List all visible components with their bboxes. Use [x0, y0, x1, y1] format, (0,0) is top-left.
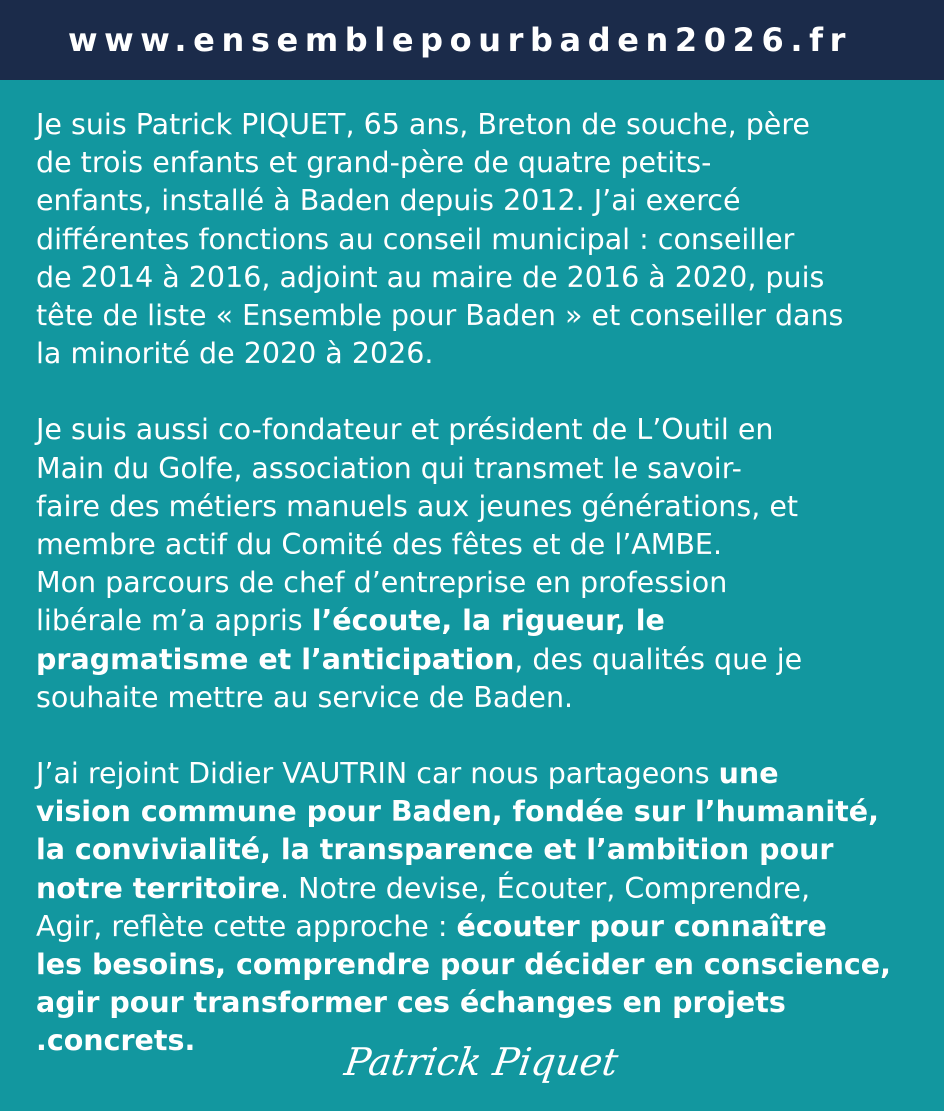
- text-line: souhaite mettre au service de Baden.: [36, 680, 574, 714]
- text-normal: , des qualités que je: [514, 642, 803, 676]
- text-line: Je suis Patrick PIQUET, 65 ans, Breton de souche, père: [36, 108, 810, 141]
- header-bar: [0, 0, 944, 80]
- text-emphasis: agir pour transformer ces échanges en projets: [36, 986, 786, 1020]
- paragraph-intro: [36, 106, 926, 373]
- site-url: www.ensemblepourbaden2026.fr: [67, 21, 853, 59]
- text-normal: Agir, reflète cette approche :: [36, 909, 457, 943]
- text-line: [36, 946, 926, 984]
- text-line: [36, 831, 926, 869]
- text-line: Main du Golfe, association qui transmet le savoir-: [36, 451, 742, 485]
- signature: Patrick Piquet: [341, 1040, 621, 1084]
- text-emphasis: les besoins, comprendre pour décider en conscience,: [36, 948, 891, 982]
- text-emphasis: .concrets.: [36, 1024, 196, 1058]
- text-normal: J’ai rejoint Didier VAUTRIN car nous partageons: [36, 757, 719, 791]
- text-emphasis: une: [718, 757, 779, 791]
- text-line: faire des métiers manuels aux jeunes générations, et: [36, 489, 799, 523]
- paragraph-associations: [36, 411, 926, 717]
- text-emphasis: notre territoire: [36, 871, 280, 905]
- text-line: [36, 870, 926, 908]
- text-emphasis: écouter pour connaître: [456, 909, 827, 943]
- text-emphasis: pragmatisme et l’anticipation: [36, 642, 515, 676]
- text-line: de 2014 à 2016, adjoint au maire de 2016 à 2020, puis: [36, 260, 825, 294]
- text-line: [36, 793, 926, 831]
- text-emphasis: vision commune pour Baden, fondée sur l’humanité,: [36, 795, 879, 829]
- text-line: membre actif du Comité des fêtes et de l’AMBE.: [36, 528, 723, 562]
- text-line: [36, 641, 926, 679]
- paragraph-vision: [36, 755, 926, 1061]
- text-normal: . Notre devise, Écouter, Comprendre,: [280, 871, 811, 905]
- text-line: Mon parcours de chef d’entreprise en profession: [36, 566, 728, 600]
- text-line: enfants, installé à Baden depuis 2012. J’ai exercé: [36, 184, 741, 218]
- body-text: [36, 106, 926, 1061]
- text-line: [36, 984, 926, 1022]
- text-emphasis: l’écoute, la rigueur, le: [311, 604, 665, 638]
- text-line: [36, 755, 926, 793]
- text-line: [36, 908, 926, 946]
- text-line: [36, 602, 926, 640]
- text-line: de trois enfants et grand-père de quatre petits-: [36, 146, 712, 180]
- text-line: Je suis aussi co-fondateur et président de L’Outil en: [36, 413, 774, 447]
- text-normal: libérale m’a appris: [36, 604, 312, 638]
- text-line: la minorité de 2020 à 2026.: [36, 337, 434, 371]
- text-line: tête de liste « Ensemble pour Baden » et conseiller dans: [36, 299, 844, 333]
- text-emphasis: la convivialité, la transparence et l’ambition pour: [36, 833, 834, 867]
- text-line: différentes fonctions au conseil municipal : conseiller: [36, 222, 795, 256]
